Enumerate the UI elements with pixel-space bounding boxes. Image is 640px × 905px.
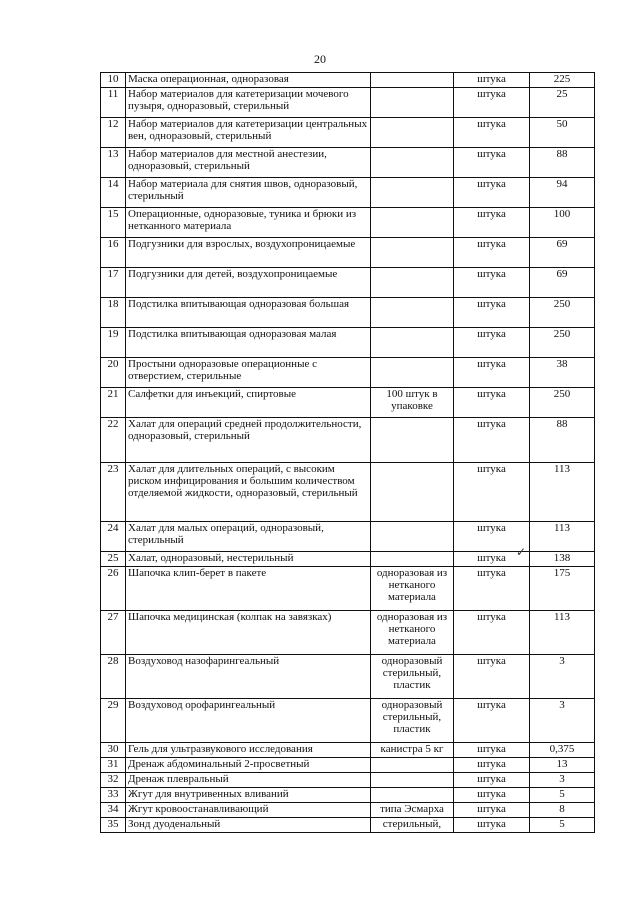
- row-number: 23: [101, 463, 126, 522]
- row-number: 18: [101, 298, 126, 328]
- item-name: Шапочка медицинская (колпак на завязках): [126, 611, 371, 655]
- row-number: 26: [101, 567, 126, 611]
- item-spec: [371, 328, 454, 358]
- table-row: [101, 818, 595, 833]
- item-name: Маска операционная, одноразовая: [126, 73, 371, 88]
- item-spec: одноразовая из нетканого материала: [371, 567, 454, 611]
- item-name: Подгузники для детей, воздухопроницаемые: [126, 268, 371, 298]
- item-name: Подстилка впитывающая одноразовая малая: [126, 328, 371, 358]
- item-spec: [371, 148, 454, 178]
- row-number: 25: [101, 552, 126, 567]
- item-name: Дренаж абдоминальный 2-просветный: [126, 758, 371, 773]
- item-spec: [371, 268, 454, 298]
- item-quantity: 3: [530, 699, 595, 743]
- table-row: [101, 758, 595, 773]
- item-unit: штука: [454, 268, 530, 298]
- row-number: 15: [101, 208, 126, 238]
- item-unit: штука: [454, 358, 530, 388]
- item-unit: штука: [454, 118, 530, 148]
- item-name: Набор материала для снятия швов, одноразовый, стерильный: [126, 178, 371, 208]
- table-row: [101, 773, 595, 788]
- item-quantity: 250: [530, 388, 595, 418]
- item-unit: штука: [454, 788, 530, 803]
- row-number: 29: [101, 699, 126, 743]
- item-unit: штука: [454, 803, 530, 818]
- item-unit: штука: [454, 73, 530, 88]
- item-quantity: 13: [530, 758, 595, 773]
- item-name: Халат для малых операций, одноразовый, стерильный: [126, 522, 371, 552]
- table-row: [101, 463, 595, 522]
- item-unit: штука: [454, 743, 530, 758]
- item-quantity: 113: [530, 611, 595, 655]
- item-quantity: 5: [530, 818, 595, 833]
- item-spec: [371, 758, 454, 773]
- item-quantity: 88: [530, 148, 595, 178]
- row-number: 20: [101, 358, 126, 388]
- item-quantity: 38: [530, 358, 595, 388]
- item-unit: штука: [454, 818, 530, 833]
- item-quantity: 3: [530, 655, 595, 699]
- item-spec: одноразовый стерильный, пластик: [371, 655, 454, 699]
- row-number: 14: [101, 178, 126, 208]
- item-name: Подстилка впитывающая одноразовая большая: [126, 298, 371, 328]
- table-row: [101, 788, 595, 803]
- item-quantity: 8: [530, 803, 595, 818]
- item-quantity: 175: [530, 567, 595, 611]
- item-unit: штука: [454, 418, 530, 463]
- table-body: [101, 73, 595, 833]
- table-row: [101, 208, 595, 238]
- table-row: [101, 611, 595, 655]
- table-row: [101, 178, 595, 208]
- table-row: [101, 418, 595, 463]
- row-number: 11: [101, 88, 126, 118]
- table-row: [101, 88, 595, 118]
- item-quantity: 69: [530, 268, 595, 298]
- row-number: 12: [101, 118, 126, 148]
- item-quantity: 100: [530, 208, 595, 238]
- item-spec: [371, 88, 454, 118]
- item-name: Набор материалов для местной анестезии, одноразовый, стерильный: [126, 148, 371, 178]
- item-spec: [371, 773, 454, 788]
- item-unit: штука: [454, 388, 530, 418]
- row-number: 19: [101, 328, 126, 358]
- item-name: Простыни одноразовые операционные с отверстием, стерильные: [126, 358, 371, 388]
- table-row: [101, 148, 595, 178]
- table-row: [101, 268, 595, 298]
- item-spec: [371, 358, 454, 388]
- item-spec: [371, 418, 454, 463]
- row-number: 31: [101, 758, 126, 773]
- row-number: 13: [101, 148, 126, 178]
- table-row: [101, 238, 595, 268]
- item-name: Дренаж плевральный: [126, 773, 371, 788]
- item-spec: [371, 208, 454, 238]
- items-table: [100, 72, 595, 833]
- item-quantity: 69: [530, 238, 595, 268]
- item-unit: штука: [454, 611, 530, 655]
- row-number: 21: [101, 388, 126, 418]
- item-unit: штука: [454, 328, 530, 358]
- item-unit: штука: [454, 699, 530, 743]
- row-number: 33: [101, 788, 126, 803]
- item-spec: [371, 463, 454, 522]
- item-spec: одноразовая из нетканого материала: [371, 611, 454, 655]
- item-unit: штука: [454, 655, 530, 699]
- item-spec: [371, 178, 454, 208]
- item-name: Халат для операций средней продолжительности, одноразовый, стерильный: [126, 418, 371, 463]
- item-spec: [371, 552, 454, 567]
- table-row: [101, 743, 595, 758]
- table-row: [101, 298, 595, 328]
- item-spec: 100 штук в упаковке: [371, 388, 454, 418]
- item-name: Операционные, одноразовые, туника и брюки из нетканного материала: [126, 208, 371, 238]
- item-name: Салфетки для инъекций, спиртовые: [126, 388, 371, 418]
- row-number: 30: [101, 743, 126, 758]
- item-name: Зонд дуоденальный: [126, 818, 371, 833]
- item-quantity: 250: [530, 298, 595, 328]
- table-row: [101, 118, 595, 148]
- table-row: [101, 388, 595, 418]
- table-row: [101, 358, 595, 388]
- item-spec: канистра 5 кг: [371, 743, 454, 758]
- item-spec: типа Эсмарха: [371, 803, 454, 818]
- item-quantity: 5: [530, 788, 595, 803]
- item-name: Шапочка клип-берет в пакете: [126, 567, 371, 611]
- item-name: Жгут кровоостанавливающий: [126, 803, 371, 818]
- row-number: 24: [101, 522, 126, 552]
- item-quantity: 3: [530, 773, 595, 788]
- row-number: 10: [101, 73, 126, 88]
- item-spec: одноразовый стерильный, пластик: [371, 699, 454, 743]
- row-number: 32: [101, 773, 126, 788]
- item-name: Подгузники для взрослых, воздухопроницаемые: [126, 238, 371, 268]
- item-quantity: 138: [530, 552, 595, 567]
- table-row: [101, 655, 595, 699]
- item-name: Халат для длительных операций, с высоким риском инфицирования и большим количеством отделяемой жидкости, одноразовый, стерильный: [126, 463, 371, 522]
- item-unit: штука: [454, 88, 530, 118]
- item-quantity: 50: [530, 118, 595, 148]
- item-unit: штука: [454, 148, 530, 178]
- item-quantity: 113: [530, 463, 595, 522]
- handwritten-check-mark: ✓: [516, 545, 527, 559]
- row-number: 22: [101, 418, 126, 463]
- item-unit: штука: [454, 552, 530, 567]
- row-number: 16: [101, 238, 126, 268]
- row-number: 35: [101, 818, 126, 833]
- row-number: 17: [101, 268, 126, 298]
- table-row: [101, 699, 595, 743]
- item-quantity: 113: [530, 522, 595, 552]
- item-unit: штука: [454, 463, 530, 522]
- table-row: [101, 567, 595, 611]
- row-number: 27: [101, 611, 126, 655]
- item-quantity: 88: [530, 418, 595, 463]
- item-spec: [371, 788, 454, 803]
- item-unit: штука: [454, 178, 530, 208]
- item-name: Воздуховод назофарингеальный: [126, 655, 371, 699]
- item-quantity: 0,375: [530, 743, 595, 758]
- item-unit: штука: [454, 238, 530, 268]
- item-spec: [371, 298, 454, 328]
- item-unit: штука: [454, 208, 530, 238]
- item-name: Воздуховод орофарингеальный: [126, 699, 371, 743]
- item-spec: [371, 522, 454, 552]
- page-number: 20: [314, 52, 326, 66]
- table-row: [101, 328, 595, 358]
- item-unit: штука: [454, 522, 530, 552]
- item-unit: штука: [454, 298, 530, 328]
- item-name: Гель для ультразвукового исследования: [126, 743, 371, 758]
- item-name: Набор материалов для катетеризации центральных вен, одноразовый, стерильный: [126, 118, 371, 148]
- table-row: [101, 73, 595, 88]
- item-quantity: 250: [530, 328, 595, 358]
- item-name: Набор материалов для катетеризации мочевого пузыря, одноразовый, стерильный: [126, 88, 371, 118]
- item-spec: [371, 238, 454, 268]
- row-number: 34: [101, 803, 126, 818]
- item-spec: стерильный,: [371, 818, 454, 833]
- item-unit: штука: [454, 773, 530, 788]
- item-quantity: 25: [530, 88, 595, 118]
- table-row: [101, 803, 595, 818]
- row-number: 28: [101, 655, 126, 699]
- item-name: Халат, одноразовый, нестерильный: [126, 552, 371, 567]
- item-spec: [371, 73, 454, 88]
- item-quantity: 94: [530, 178, 595, 208]
- item-unit: штука: [454, 567, 530, 611]
- item-name: Жгут для внутривенных вливаний: [126, 788, 371, 803]
- item-quantity: 225: [530, 73, 595, 88]
- item-spec: [371, 118, 454, 148]
- item-unit: штука: [454, 758, 530, 773]
